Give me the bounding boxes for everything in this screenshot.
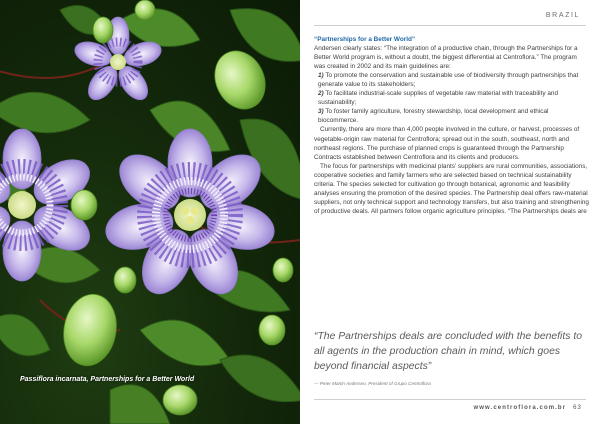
focus-paragraph: The focus for partnerships with medicinal plants’ suppliers are rural communities, associations, cooperative societies and family farmers who are selected based on technical sustainability criteria. The species selected for cultivation go through botanical, agronomic and feasibility analyses ensuring the promotion of the desired species. The Partnership deal offers raw-material suppliers, not only technical support and technology transfers, but also training and strengthening of productive deals. All partners follow organic agriculture principles. “The Partnerships deals are (314, 162, 589, 215)
people-paragraph: Currently, there are more than 4,000 people involved in the culture, or harvest, processes of vegetable-origin raw material for Centroflora; spread out in the south, southeast, north and northeast regions. The purchase of planned crops is guaranteed through the Partnership Contracts established between Centroflora and its clients and producers. (314, 126, 580, 161)
page-footer (473, 405, 582, 411)
guideline-number: 2) (318, 90, 324, 98)
pull-quote: “The Partnerships deals are concluded with the benefits to all agents in the production chain in mind, which goes beyond financial aspects” (314, 331, 583, 372)
guideline-text: To promote the conservation and sustainable use of biodiversity through partnerships that generate value to its stakeholders; (318, 72, 579, 89)
section-label: BRAZIL (545, 12, 580, 19)
photo-caption: Passiflora incarnata, Partnerships for a Better World (20, 376, 195, 383)
footer-url[interactable]: www.centroflora.com.br (473, 405, 567, 411)
article-heading: “Partnerships for a Better World” (314, 36, 416, 43)
guideline-item (314, 71, 589, 89)
guideline-item (314, 107, 589, 125)
page-number: 63 (573, 405, 582, 411)
guideline-text: To foster family agriculture, forestry stewardship, local development and ethical biocommerce. (318, 108, 549, 125)
quote-attribution: — Peter Martin Andersen, President of Grupo Centroflora (314, 381, 431, 386)
guideline-number: 3) (318, 108, 324, 116)
guideline-item (314, 89, 589, 107)
guideline-number: 1) (318, 72, 324, 80)
footer-divider (314, 399, 586, 400)
article-body (314, 35, 589, 216)
intro-paragraph: Andersen clearly states: “The integration of a productive chain, through the Partnerships for a Better World program is, without a doubt, the biggest differential at Centroflora.” The program was created in 2002 and its main guidelines are: (314, 45, 578, 71)
guideline-text: To facilitate industrial-scale supplies of vegetable raw material with traceability and sustainability; (318, 90, 559, 107)
header-divider (314, 25, 586, 26)
article-page (300, 0, 600, 424)
